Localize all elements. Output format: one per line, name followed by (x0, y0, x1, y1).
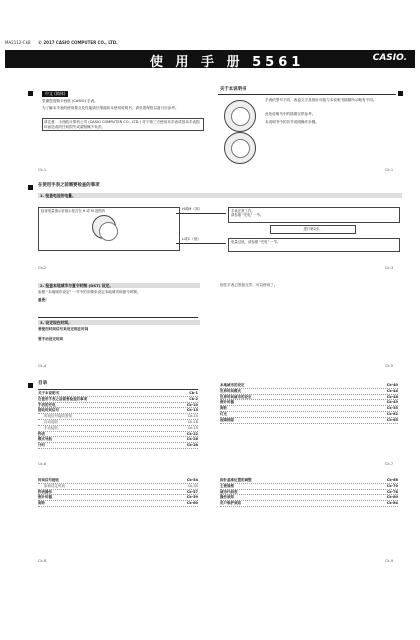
page-title: 使 用 手 册 5561 (150, 55, 305, 70)
page-number: Ck-1 (385, 168, 394, 172)
page-number: Ck-3 (385, 266, 394, 270)
page-number: Ck-6 (38, 462, 47, 466)
ready-text: 现在手表已准备完毕，可以使用了。 (220, 283, 278, 287)
toc-entry-label: 倒计时器 (38, 495, 52, 500)
watch-illustration (224, 100, 256, 132)
toc-entry-label: 指针基准位置的调整 (220, 478, 252, 482)
important-label: 重要！ (38, 298, 49, 302)
copyright: © 2017 CASIO COMPUTER CO., LTD. (38, 40, 118, 45)
page-number: Ck-8 (38, 559, 47, 563)
toc-entry-page: Ck-57 (186, 489, 198, 494)
flow-label-low: L或C（低） (182, 237, 201, 241)
toc-entry-label: 主要规格 (220, 483, 234, 488)
step-heading: 1. 检查电池的电量。 (38, 193, 402, 198)
toc-entry-page: Ck-55 (187, 483, 198, 488)
toc-entry (38, 443, 198, 449)
language-tab: 中文 (简体) (42, 91, 68, 97)
toc-entry-page: Ck-76 (386, 489, 398, 494)
toc-entry-label: 模式导航 (38, 437, 52, 442)
about-title: 关于本说明书 (220, 87, 247, 92)
toc-entry-page: Ck-70 (386, 483, 398, 488)
toc-entry-page: Ck-55 (386, 406, 398, 411)
step-heading: 3. 设定现在时间。 (38, 320, 200, 325)
toc-entry-label: 世界时间模式 (220, 388, 241, 393)
section-marker (28, 91, 33, 96)
toc-entry-page: Ck-18 (187, 419, 198, 424)
toc-entry-page: Ck-62 (386, 411, 398, 416)
result-text: 请参照 "充电" 一节。 (231, 213, 264, 218)
toc-entry-page: Ck-22 (186, 431, 198, 436)
toc-entry-label: 时间信号接收 (38, 478, 59, 482)
toc-entry-label: 用户维护须知 (220, 501, 241, 506)
toc-entry-page: Ck-40 (386, 383, 398, 387)
toc-entry-label: 在使用手表之前需要检查的事项 (38, 396, 87, 401)
flow-label-high: H或M（高） (182, 207, 203, 211)
toc-entry-label: 故障排除 (220, 417, 234, 422)
step-heading: 2. 检查本地城市与夏令时制 (DST) 设定。 (38, 283, 200, 288)
toc-entry-page: Ck-26 (186, 437, 198, 442)
toc-entry-label: 关于本说明书 (38, 391, 59, 395)
bullet-item: 要手动设定时间 (38, 337, 64, 341)
page-number: Ck-4 (38, 364, 47, 368)
page-number: Ck-1 (38, 168, 47, 172)
page-number: Ck-2 (38, 266, 47, 270)
toc-entry-page: Ck-54 (186, 478, 198, 482)
toc-entry-label: 手动接收 (44, 425, 58, 430)
toc-list (38, 391, 198, 449)
toc-entry-label: 计时 (38, 443, 45, 448)
toc-entry-label: 自动接收 (44, 419, 58, 424)
toc-entry-label: 倒计时器 (220, 400, 234, 405)
result-box-low: 电量过低。请参照 "充电" 一节。 (228, 238, 400, 252)
brand-logo: CASIO. (372, 53, 407, 63)
result-text: 手表正常工作。 (231, 209, 255, 213)
page-number: Ck-7 (385, 462, 394, 466)
toc-entry-label: 手表的充电 (38, 402, 56, 407)
bullet-item: 要使用时间信号来设定现在时间 (38, 327, 89, 331)
section-marker (28, 185, 33, 190)
section-marker (398, 91, 403, 96)
watch-dial-icon (92, 215, 116, 239)
toc-entry-label: 秒表操作 (38, 489, 52, 494)
toc-entry-label: 城市代码表 (220, 489, 238, 494)
toc-entry-page: Ck-84 (386, 501, 398, 506)
section-title: 在使用手表之前需要检查的事项 (38, 183, 100, 188)
toc-entry-page: Ck-80 (386, 495, 398, 500)
toc-entry-label: 时间信号接收需知 (44, 414, 72, 419)
toc-entry-label: 世界时间城市的设定 (220, 394, 252, 399)
divider (38, 389, 198, 390)
model-code: MA2112-CkB (5, 40, 31, 45)
result-box-ok (228, 207, 400, 223)
page-number: Ck-9 (385, 559, 394, 563)
toc-entry-page: Ck-44 (386, 388, 398, 393)
about-bullet: 手表依型号不同，表盘文字及指针可能与本说明书插图所示略有不同。 (265, 98, 377, 102)
toc-entry-label: 闹铃 (220, 406, 227, 411)
title-bar (5, 50, 415, 68)
page-number: Ck-5 (385, 364, 394, 368)
toc-title: 目录 (38, 381, 48, 386)
toc-entry-page: Ck-2 (189, 396, 198, 401)
toc-entry-label: 闹铃 (38, 501, 45, 506)
toc-entry-page: Ck-28 (186, 443, 198, 448)
toc-entry-page: Ck-1 (189, 391, 198, 395)
flow-arrow (176, 243, 226, 244)
intro-paragraph: 为了解本手表的使用要点及性能请仔细阅读本使用说明书，请妥善保管以备日后参考。 (42, 106, 179, 110)
watch-illustration (224, 132, 256, 164)
divider (38, 317, 198, 318)
about-bullet: 此处说明书中的插图仅供参考。 (265, 112, 316, 116)
toc-entry-page: Ck-19 (187, 425, 198, 430)
toc-entry-page: Ck-65 (386, 417, 398, 422)
toc-entry-label: 本地城市的设定 (220, 383, 245, 387)
toc-entry (220, 501, 398, 507)
next-step-box: 进行第2步。 (270, 225, 356, 234)
toc-entry-page: Ck-13 (186, 408, 198, 413)
toc-entry-page: Ck-49 (386, 400, 398, 405)
about-bullet: 本说明书中的各节说明操作步骤。 (265, 120, 319, 124)
notice-box: 请注意：卡西欧计算机公司 (CASIO COMPUTER CO., LTD.) 对于第三方使用本手表或因本手表损坏而造成的任何损失或索赔概不负责。 (42, 118, 204, 131)
toc-entry-label: 秒表 (38, 431, 45, 436)
toc-entry-page: Ck-15 (187, 414, 198, 419)
step-text: 参照 "本地城市设定" 一节中的步骤来设定本地城市和夏令时制。 (38, 290, 141, 294)
toc-list (38, 478, 198, 507)
intro-line: 衷谢您选购卡西欧 (CASIO) 手表。 (42, 99, 98, 103)
flow-arrow (176, 213, 226, 214)
toc-entry-label: 灯光 (220, 411, 227, 416)
toc-entry-page: Ck-68 (386, 478, 398, 482)
toc-entry-label: 如何设定时间 (44, 483, 65, 488)
toc-entry-page: Ck-60 (186, 501, 198, 506)
toc-entry-page: Ck-10 (186, 402, 198, 407)
toc-entry-page: Ck-48 (386, 394, 398, 399)
toc-entry (38, 501, 198, 507)
check-indicator-text: 检查电量指示针指示是否在 H 或 M 范围内 (41, 209, 106, 213)
divider (218, 94, 396, 95)
toc-entry (220, 418, 398, 424)
section-marker (28, 383, 33, 388)
toc-entry-page: Ck-59 (186, 495, 198, 500)
toc-list (220, 383, 398, 424)
toc-entry-label: 接收时间信号 (38, 408, 59, 413)
toc-entry-label: 操作须知 (220, 495, 234, 500)
toc-list (220, 478, 398, 507)
